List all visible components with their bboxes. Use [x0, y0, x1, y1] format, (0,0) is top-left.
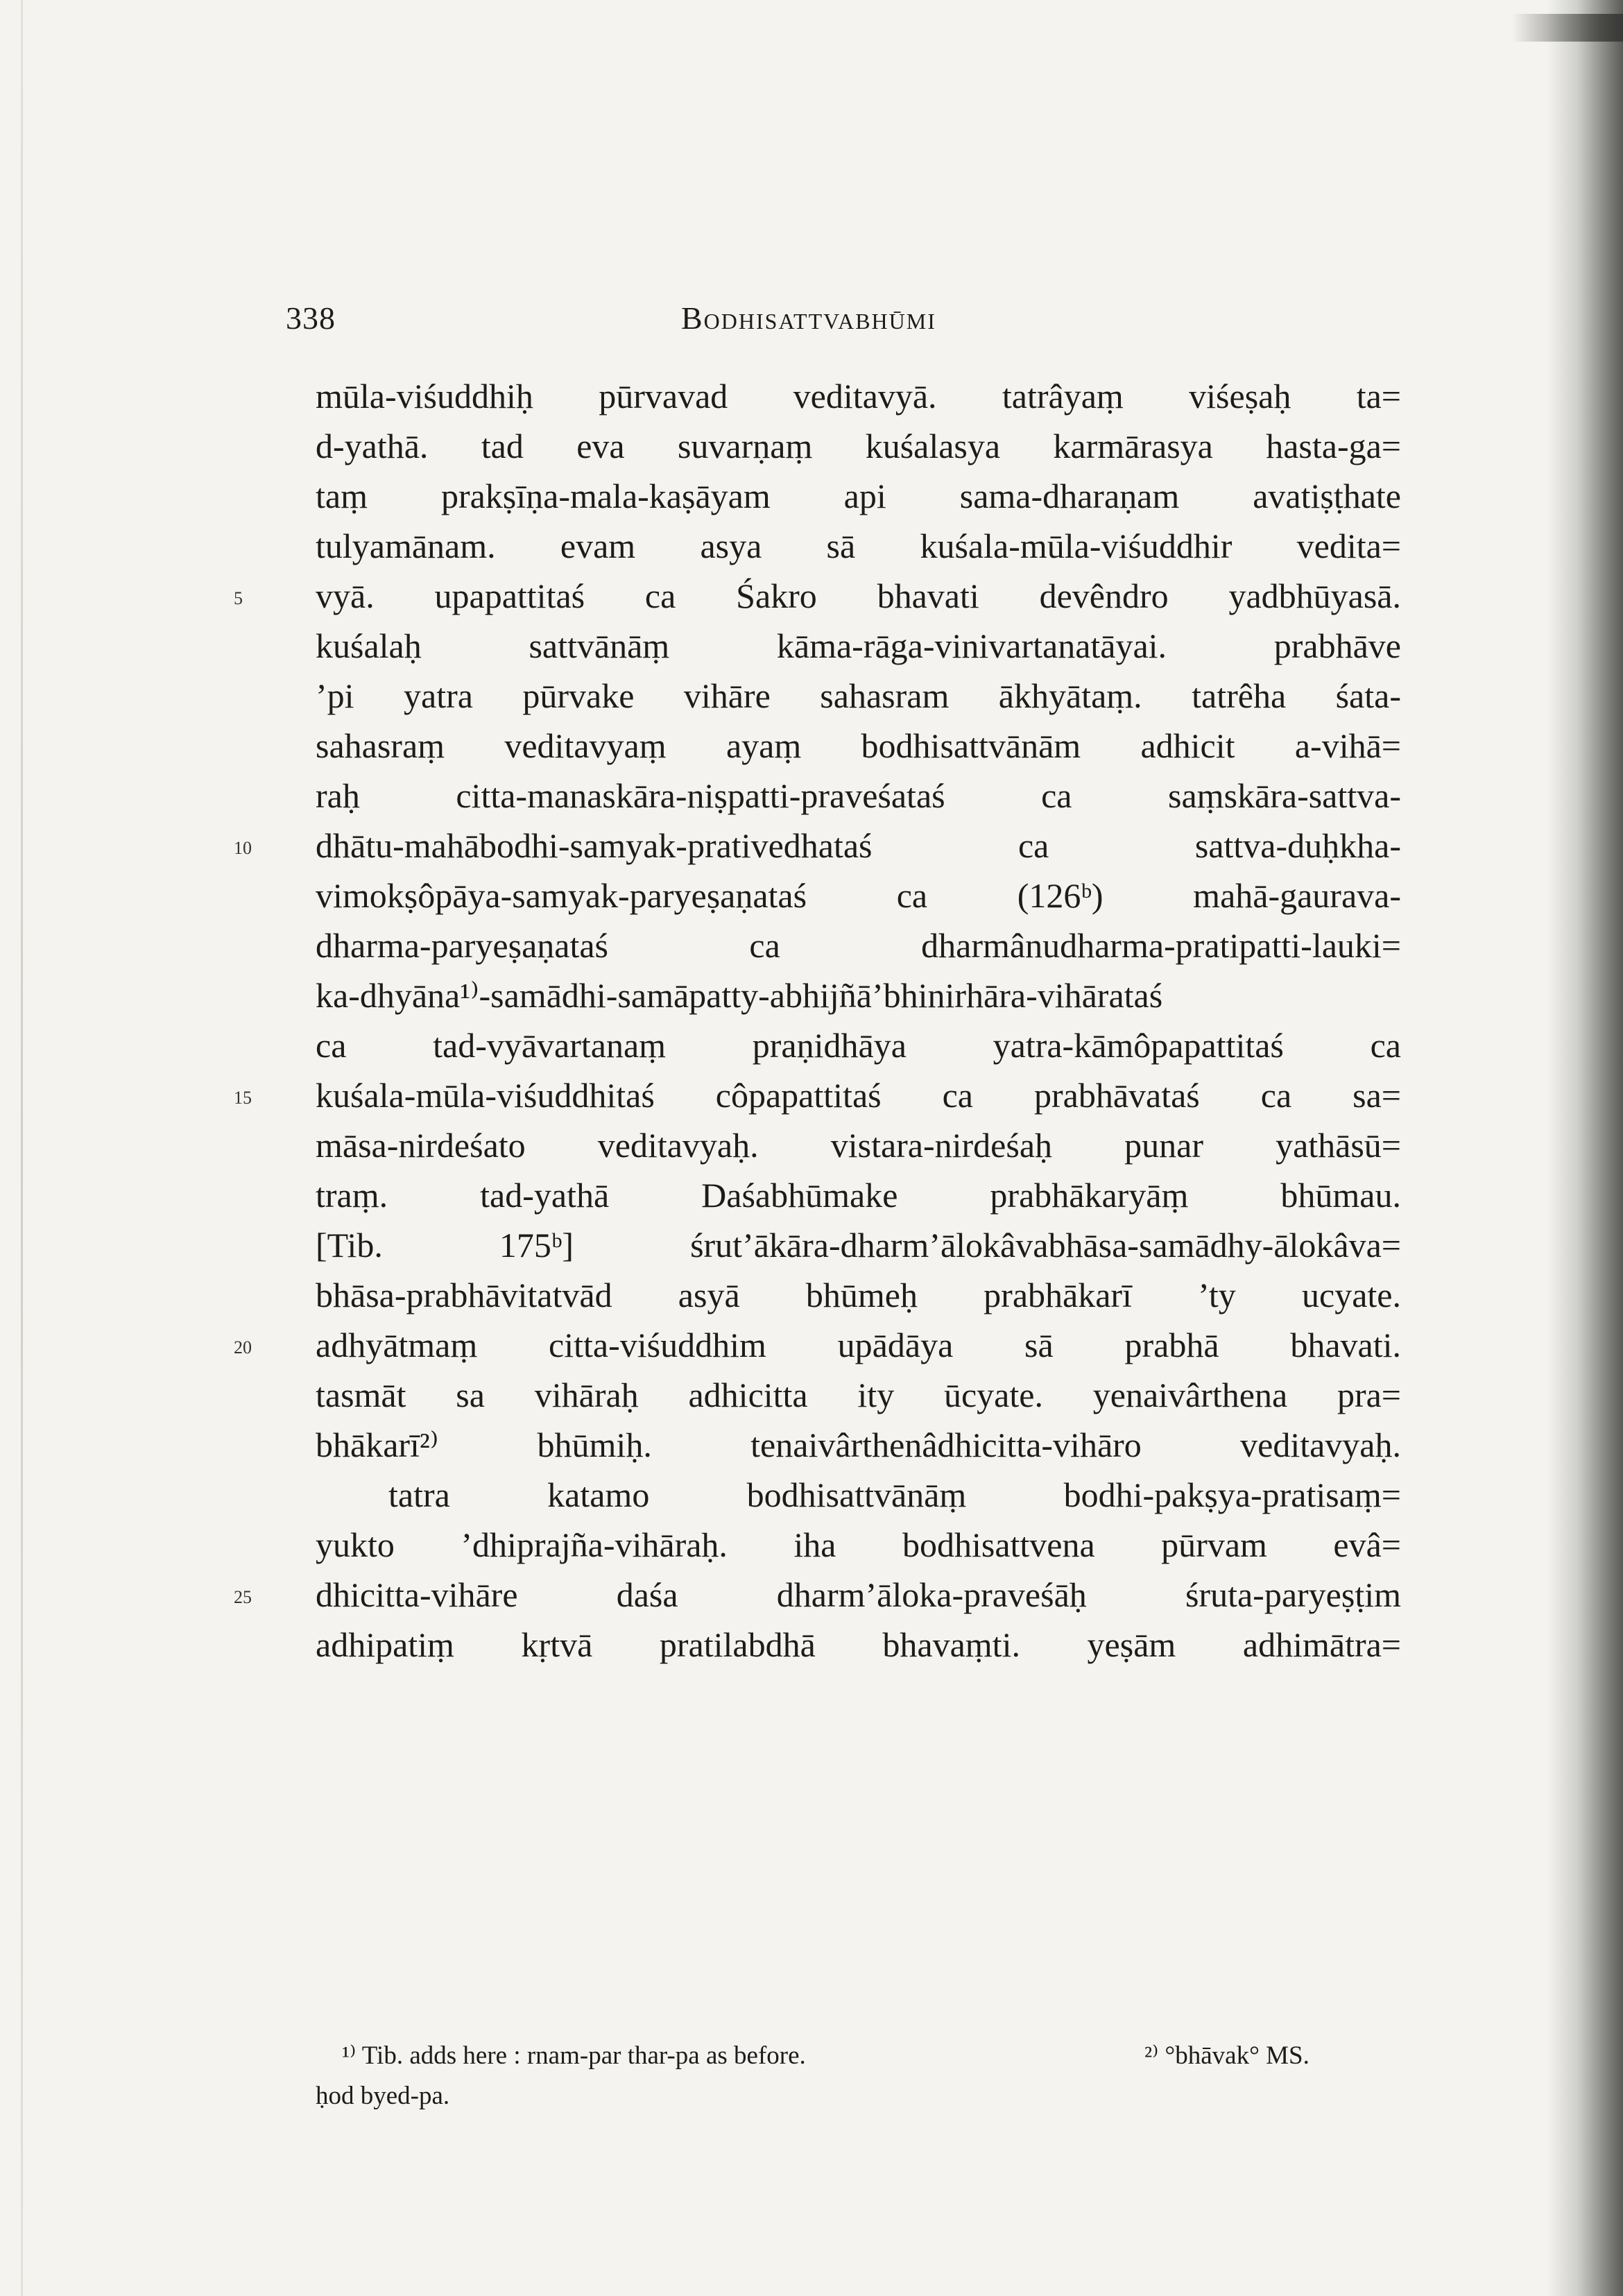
text-line — [316, 721, 1401, 771]
page-left-edge — [21, 0, 23, 2296]
footnote-line — [316, 2036, 1401, 2076]
line-text: bhāsa-prabhāvitatvād asyā bhūmeḥ prabhākarī ’ty ucyate. — [316, 1276, 1401, 1314]
line-text: mūla-viśuddhiḥ pūrvavad veditavyā. tatrâyaṃ viśeṣaḥ ta= — [316, 377, 1401, 415]
body-text — [234, 371, 1401, 1670]
footnote-1: ¹⁾ Tib. adds here : rnam-par thar-pa as before. — [342, 2041, 806, 2070]
text-line — [316, 1120, 1401, 1170]
line-text: [Tib. 175ᵇ] śrut’ākāra-dharm’ālokâvabhāsa-samādhy-ālokâva= — [316, 1226, 1401, 1265]
line-text: dharma-paryeṣaṇataś ca dharmânudharma-pratipatti-lauki= — [316, 926, 1401, 965]
text-line — [316, 1220, 1401, 1270]
line-text: dhicitta-vihāre daśa dharm’āloka-praveśāḥ śruta-paryeṣṭim — [316, 1575, 1401, 1614]
text-line — [316, 871, 1401, 920]
line-number: 25 — [234, 1587, 252, 1607]
text-line — [316, 1020, 1401, 1070]
text-line — [316, 621, 1401, 671]
book-edge-shadow — [1512, 14, 1623, 42]
line-text: sahasraṃ veditavyaṃ ayaṃ bodhisattvānām adhicit a-vihā= — [316, 726, 1401, 765]
line-text: vimokṣôpāya-samyak-paryeṣaṇataś ca (126ᵇ) mahā-gaurava- — [316, 876, 1401, 915]
line-text: adhyātmaṃ citta-viśuddhim upādāya sā prabhā bhavati. — [316, 1326, 1401, 1364]
line-text: kuśalaḥ sattvānāṃ kāma-rāga-vinivartanatāyai. prabhāve — [316, 626, 1401, 665]
page-header — [286, 300, 1402, 348]
text-line — [316, 1520, 1401, 1570]
text-line — [316, 920, 1401, 970]
text-line — [316, 371, 1401, 421]
line-text: taṃ prakṣīṇa-mala-kaṣāyam api sama-dharaṇam avatiṣṭhate — [316, 477, 1401, 515]
text-line — [316, 1270, 1401, 1320]
line-text: yukto ’dhiprajña-vihāraḥ. iha bodhisattvena pūrvam evâ= — [316, 1525, 1401, 1564]
line-text: dhātu-mahābodhi-samyak-prativedhataś ca sattva-duḥkha- — [316, 826, 1401, 865]
text-line — [316, 1170, 1401, 1220]
line-number: 5 — [234, 588, 243, 608]
line-number: 20 — [234, 1337, 252, 1357]
text-line — [316, 970, 1401, 1020]
text-line — [316, 421, 1401, 471]
page-number: 338 — [286, 300, 336, 336]
text-line — [234, 1570, 1401, 1620]
line-text: ’pi yatra pūrvake vihāre sahasram ākhyātaṃ. tatrêha śata- — [316, 676, 1401, 715]
text-line — [234, 821, 1401, 871]
line-text: ca tad-vyāvartanaṃ praṇidhāya yatra-kāmôpapattitaś ca — [316, 1026, 1401, 1065]
line-text: vyā. upapattitaś ca Śakro bhavati devêndro yadbhūyasā. — [316, 576, 1401, 615]
line-text: bhākarī²⁾ bhūmiḥ. tenaivârthenâdhicitta-vihāro veditavyaḥ. — [316, 1425, 1401, 1464]
footnote-2-continuation: ḥod byed-pa. — [316, 2082, 450, 2110]
book-gutter-shadow — [1547, 0, 1623, 2296]
text-line — [234, 1320, 1401, 1370]
line-number: 15 — [234, 1088, 252, 1108]
text-line — [316, 1370, 1401, 1420]
text-line — [234, 1070, 1401, 1120]
line-text: d-yathā. tad eva suvarṇaṃ kuśalasya karmārasya hasta-ga= — [316, 427, 1401, 465]
text-line — [316, 1620, 1401, 1670]
line-text: ka-dhyāna¹⁾-samādhi-samāpatty-abhijñā’bhinirhāra-vihārataś — [316, 976, 1163, 1015]
line-text: adhipatiṃ kṛtvā pratilabdhā bhavaṃti. yeṣām adhimātra= — [316, 1625, 1401, 1664]
text-line — [316, 771, 1401, 821]
running-title: Bodhisattvabhūmi — [681, 300, 936, 336]
line-number: 10 — [234, 838, 252, 858]
text-line — [316, 671, 1401, 721]
line-text: raḥ citta-manaskāra-niṣpatti-praveśataś ca saṃskāra-sattva- — [316, 776, 1401, 815]
footnotes — [316, 2036, 1401, 2116]
text-line — [316, 521, 1401, 571]
text-line — [316, 1420, 1401, 1470]
line-text: tulyamānam. evam asya sā kuśala-mūla-viśuddhir vedita= — [316, 526, 1401, 565]
line-text: traṃ. tad-yathā Daśabhūmake prabhākaryāṃ bhūmau. — [316, 1176, 1401, 1215]
line-text: māsa-nirdeśato veditavyaḥ. vistara-nirdeśaḥ punar yathāsū= — [316, 1126, 1401, 1165]
text-line — [316, 1470, 1401, 1520]
text-line — [316, 471, 1401, 521]
footnote-line — [316, 2076, 1401, 2116]
text-line — [234, 571, 1401, 621]
line-text: kuśala-mūla-viśuddhitaś côpapattitaś ca prabhāvataś ca sa= — [316, 1076, 1401, 1115]
footnote-2: ²⁾ °bhāvak° MS. — [1144, 2041, 1309, 2070]
line-text: tasmāt sa vihāraḥ adhicitta ity ūcyate. yenaivârthena pra= — [316, 1376, 1401, 1414]
line-text: tatra katamo bodhisattvānāṃ bodhi-pakṣya-pratisaṃ= — [388, 1475, 1401, 1514]
